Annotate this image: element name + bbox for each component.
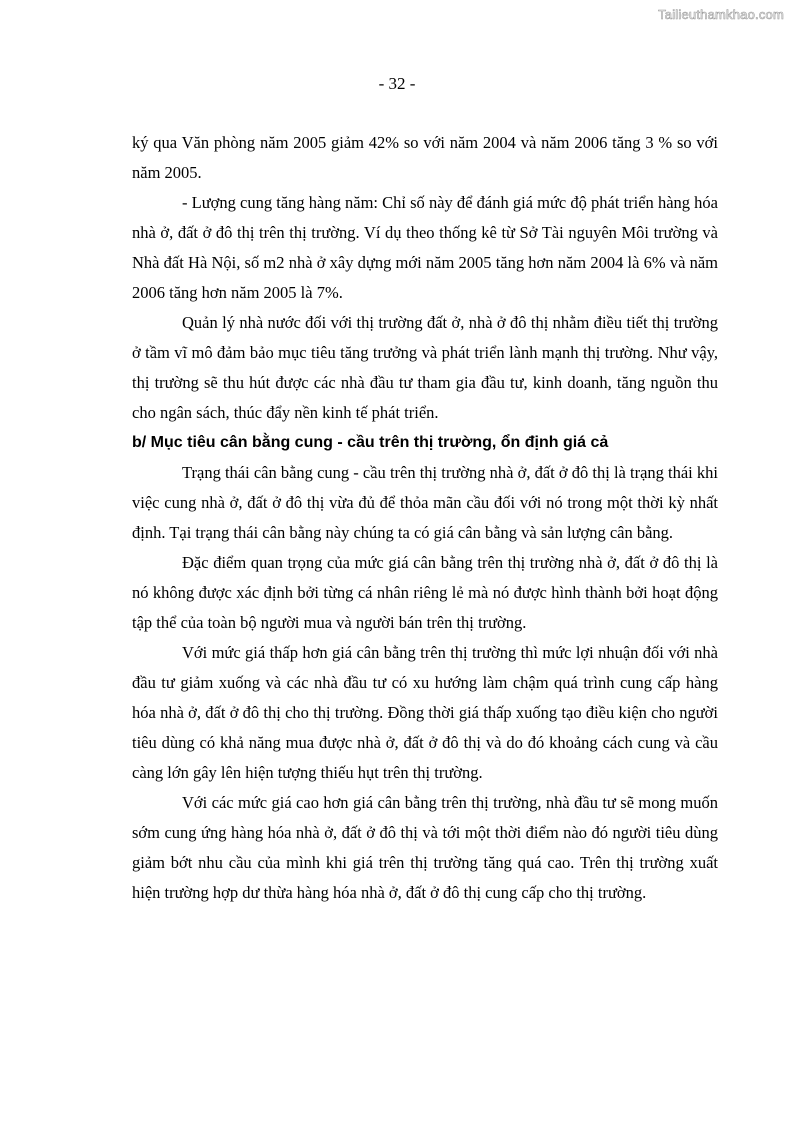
document-body xyxy=(132,128,718,908)
paragraph-state-management: Quản lý nhà nước đối với thị trường đất ở, nhà ở đô thị nhằm điều tiết thị trường ở tầm vĩ mô đảm bảo mục tiêu tăng trưởng và phát triển lành mạnh thị trường. Như vậy, thị trường sẽ thu hút được các nhà đầu tư tham gia đầu tư, kinh doanh, tăng nguồn thu cho ngân sách, thúc đẩy nền kinh tế phát triển. xyxy=(132,313,718,422)
paragraph-low-price: Với mức giá thấp hơn giá cân bằng trên thị trường thì mức lợi nhuận đối với nhà đầu tư giảm xuống và các nhà đầu tư có xu hướng làm chậm quá trình cung cấp hàng hóa nhà ở, đất ở đô thị cho thị trường. Đồng thời giá thấp xuống tạo điều kiện cho người tiêu dùng có khả năng mua được nhà ở, đất ở đô thị và do đó khoảng cách cung và cầu càng lớn gây lên hiện tượng thiếu hụt trên thị trường. xyxy=(132,643,718,782)
page-number: - 32 - xyxy=(378,74,416,93)
watermark-text: Tailieuthamkhao.com xyxy=(658,7,784,22)
paragraph-equilibrium-price: Đặc điểm quan trọng của mức giá cân bằng trên thị trường nhà ở, đất ở đô thị là nó không được xác định bởi từng cá nhân riêng lẻ mà nó được hình thành bởi hoạt động tập thể của toàn bộ người mua và người bán trên thị trường. xyxy=(132,553,718,632)
paragraph-supply-growth: - Lượng cung tăng hàng năm: Chỉ số này để đánh giá mức độ phát triển hàng hóa nhà ở, đất ở đô thị trên thị trường. Ví dụ theo thống kê từ Sở Tài nguyên Môi trường và Nhà đất Hà Nội, số m2 nhà ở xây dựng mới năm 2005 tăng hơn năm 2004 là 6% và năm 2006 tăng hơn năm 2005 là 7%. xyxy=(132,193,718,302)
paragraph-continuation: ký qua Văn phòng năm 2005 giảm 42% so với năm 2004 và năm 2006 tăng 3 % so với năm 2005. xyxy=(132,133,718,182)
paragraph-equilibrium-state: Trạng thái cân bằng cung - cầu trên thị trường nhà ở, đất ở đô thị là trạng thái khi việc cung nhà ở, đất ở đô thị vừa đủ để thỏa mãn cầu đối với nó trong một thời kỳ nhất định. Tại trạng thái cân bằng này chúng ta có giá cân bằng và sản lượng cân bằng. xyxy=(132,463,718,542)
paragraph-high-price: Với các mức giá cao hơn giá cân bằng trên thị trường, nhà đầu tư sẽ mong muốn sớm cung ứng hàng hóa nhà ở, đất ở đô thị và tới một thời điểm nào đó người tiêu dùng giảm bớt nhu cầu của mình khi giá trên thị trường tăng quá cao. Trên thị trường xuất hiện trường hợp dư thừa hàng hóa nhà ở, đất ở đô thị cung cấp cho thị trường. xyxy=(132,793,718,902)
section-heading: b/ Mục tiêu cân bằng cung - cầu trên thị trường, ổn định giá cả xyxy=(132,434,609,451)
